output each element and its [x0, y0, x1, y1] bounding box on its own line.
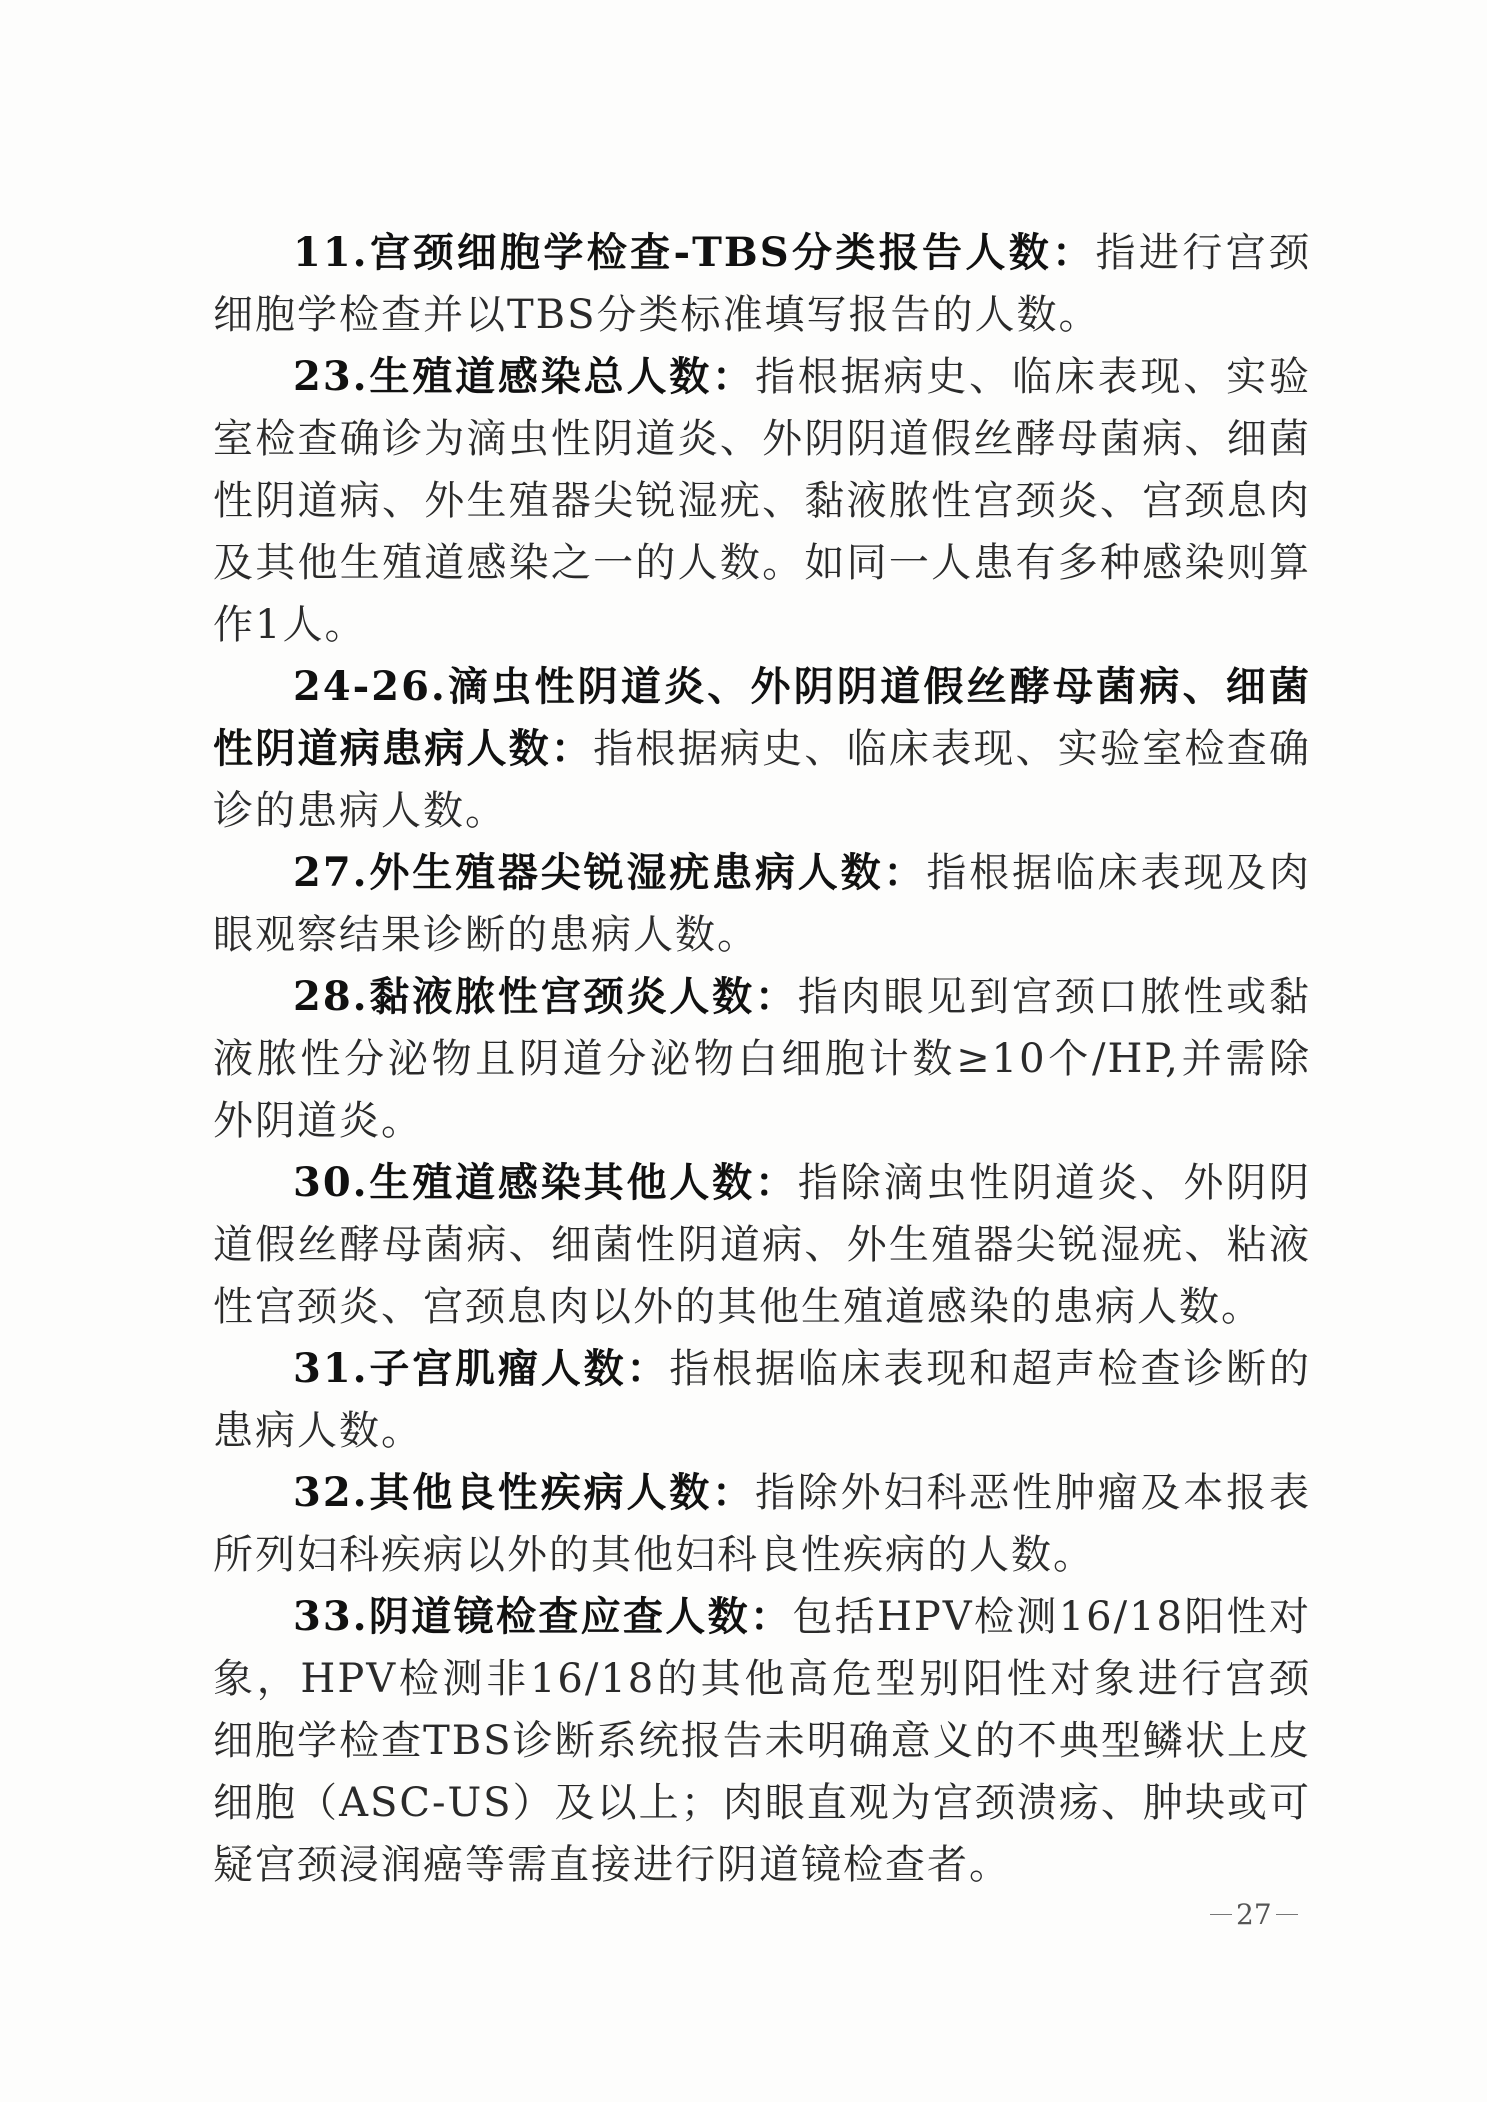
entry-description: 指肉眼见到宫颈口脓性或黏液脓性分泌物且阴道分泌物白细胞计数≥10个/HP,并需除外阴道炎。 — [213, 974, 1311, 1144]
entry-27 — [213, 842, 1311, 966]
entry-term: 23.生殖道感染总人数： — [293, 353, 755, 400]
entry-description: 包括HPV检测16/18阳性对象，HPV检测非16/18的其他高危型别阳性对象进行宫颈细胞学检查TBS诊断系统报告未明确意义的不典型鳞状上皮细胞（ASC-US）及以上；肉眼直观为宫颈溃疡、肿块或可疑宫颈浸润癌等需直接进行阴道镜检查者。 — [213, 1594, 1311, 1888]
entry-term: 31.子宫肌瘤人数： — [293, 1345, 670, 1392]
entry-term: 24-26.滴虫性阴道炎、外阴阴道假丝酵母菌病、细菌性阴道病患病人数： — [213, 663, 1311, 772]
entry-32 — [213, 1462, 1311, 1586]
entry-description: 指除滴虫性阴道炎、外阴阴道假丝酵母菌病、细菌性阴道病、外生殖器尖锐湿疣、粘液性宫颈炎、宫颈息肉以外的其他生殖道感染的患病人数。 — [213, 1160, 1311, 1330]
entry-24-26 — [213, 656, 1311, 842]
entry-description: 指进行宫颈细胞学检查并以TBS分类标准填写报告的人数。 — [213, 230, 1311, 338]
entry-23 — [213, 346, 1311, 656]
entry-description: 指根据临床表现及肉眼观察结果诊断的患病人数。 — [213, 850, 1312, 958]
entry-31 — [213, 1338, 1311, 1462]
entry-description: 指根据临床表现和超声检查诊断的患病人数。 — [213, 1346, 1312, 1454]
page-number: 27 — [1236, 1898, 1272, 1931]
entry-term: 32.其他良性疾病人数： — [293, 1469, 755, 1516]
entry-term: 11.宫颈细胞学检查-TBS分类报告人数： — [293, 229, 1096, 276]
entry-33 — [213, 1586, 1311, 1896]
entry-28 — [213, 966, 1311, 1152]
entry-description: 指根据病史、临床表现、实验室检查确诊为滴虫性阴道炎、外阴阴道假丝酵母菌病、细菌性阴道病、外生殖器尖锐湿疣、黏液脓性宫颈炎、宫颈息肉及其他生殖道感染之一的人数。如同一人患有多种感染则算作1人。 — [213, 354, 1312, 648]
entry-description: 指除外妇科恶性肿瘤及本报表所列妇科疾病以外的其他妇科良性疾病的人数。 — [213, 1470, 1312, 1578]
entry-term: 30.生殖道感染其他人数： — [293, 1159, 798, 1206]
entry-description: 指根据病史、临床表现、实验室检查确诊的患病人数。 — [213, 726, 1312, 834]
entry-term: 27.外生殖器尖锐湿疣患病人数： — [293, 849, 927, 896]
document-body — [213, 222, 1311, 1896]
footer-dash-right — [1276, 1914, 1298, 1915]
page-footer — [1210, 1898, 1320, 1931]
entry-30 — [213, 1152, 1311, 1338]
footer-dash-left — [1210, 1914, 1232, 1915]
entry-term: 33.阴道镜检查应查人数： — [293, 1593, 793, 1640]
entry-term: 28.黏液脓性宫颈炎人数： — [293, 973, 798, 1020]
entry-11 — [213, 222, 1311, 346]
